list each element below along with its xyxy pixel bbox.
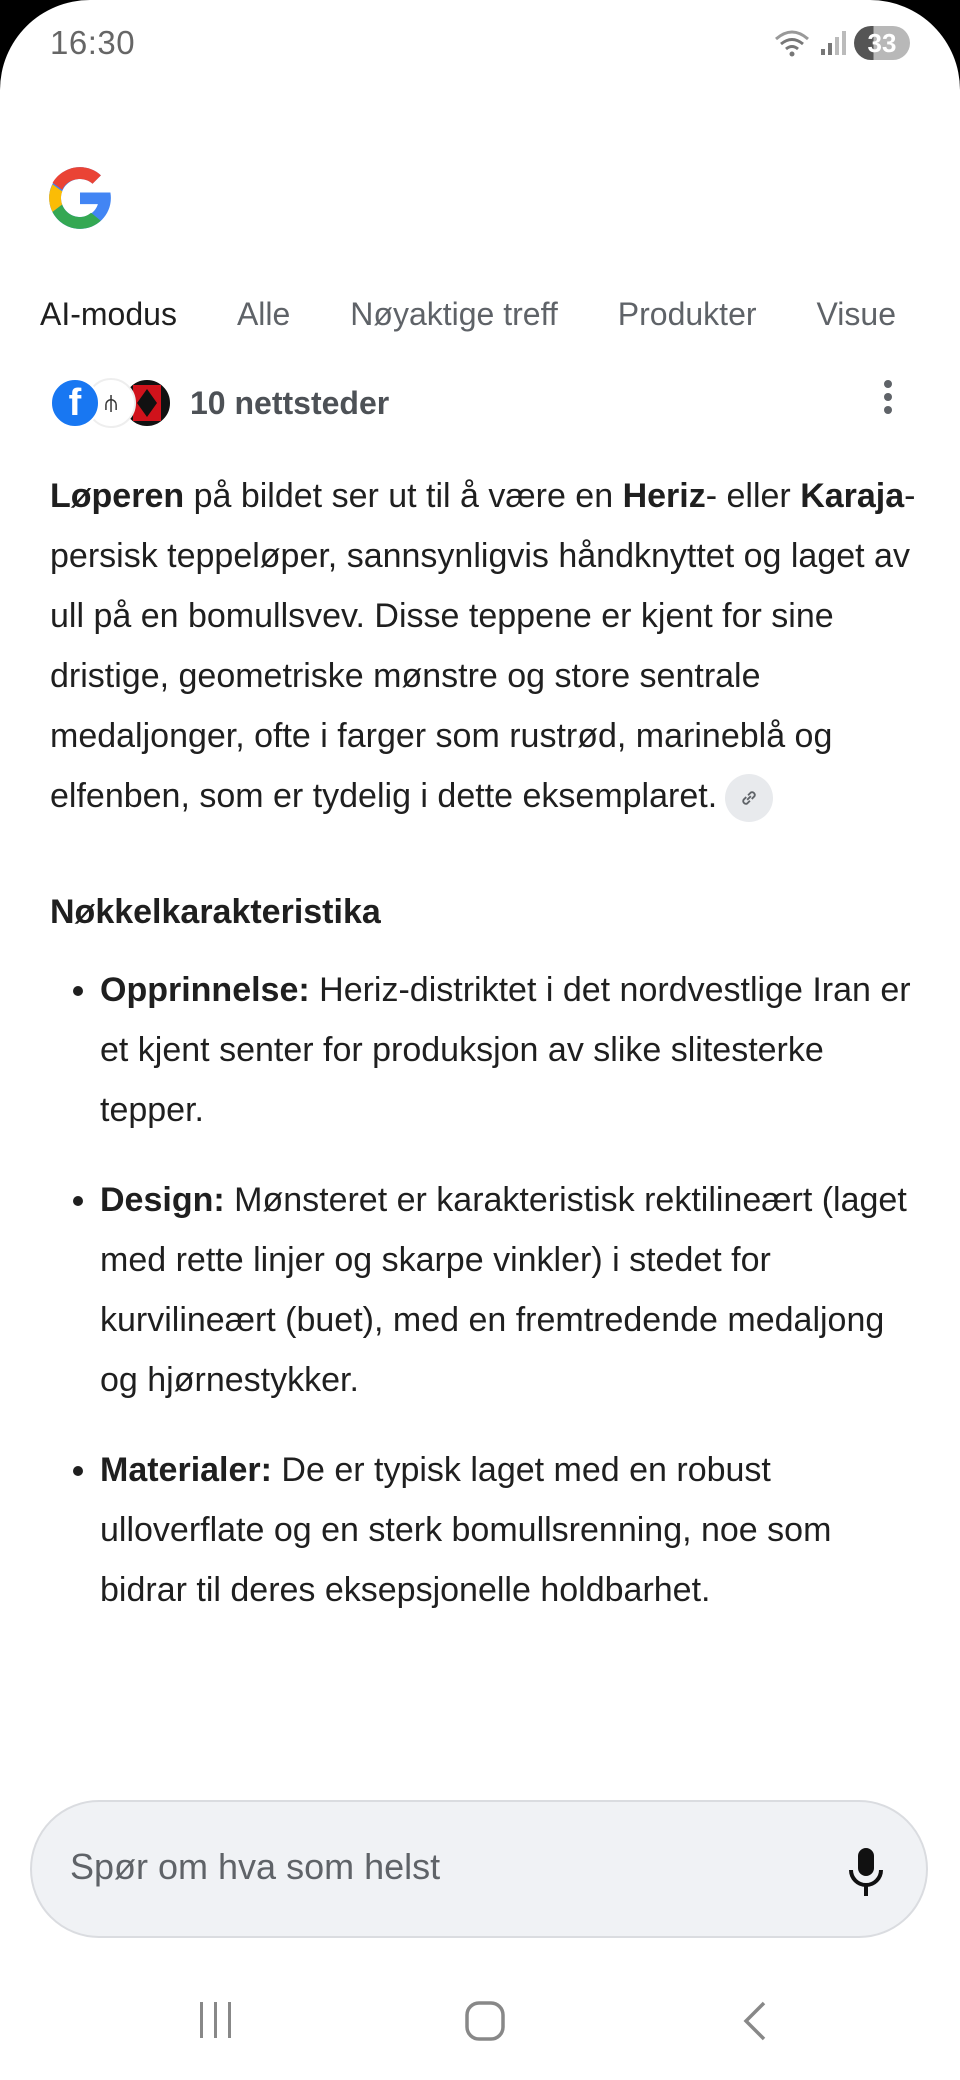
google-logo[interactable] — [42, 160, 118, 236]
list-item: • Opprinnelse: Heriz-distriktet i det nordvestlige Iran er et kjent senter for produksjon av slike slitesterke tepper. — [100, 960, 920, 1140]
characteristics-list — [50, 960, 920, 1620]
home-icon[interactable] — [464, 2000, 506, 2042]
system-nav-bar — [0, 1980, 960, 2080]
tab-alle[interactable]: Alle — [236, 296, 291, 332]
wifi-icon — [772, 27, 812, 59]
search-input[interactable] — [30, 1800, 928, 1938]
tab-visuelle[interactable]: Visue — [816, 296, 896, 332]
link-icon[interactable] — [725, 774, 773, 822]
battery-indicator: 33 — [854, 26, 910, 60]
intro-paragraph: Løperen på bildet ser ut til å være en Heriz- eller Karaja-persisk teppeløper, sannsynligvis håndknyttet og laget av ull på en bomullsvev. Disse teppene er kjent for sine dristige, geometriske mønstre og store sentrale medaljonger, ofte i farger som rustrød, marineblå og elfenben, som er tydelig i dette eksemplaret. — [50, 466, 920, 826]
microphone-icon[interactable] — [846, 1846, 886, 1898]
signal-icon — [820, 29, 846, 57]
list-item: • Materialer: De er typisk laget med en robust ulloverflate og en sterk bomullsrenning, noe som bidrar til deres eksepsjonelle holdbarhet. — [100, 1440, 920, 1620]
more-options-icon[interactable] — [884, 380, 894, 414]
clock: 16:30 — [50, 24, 136, 61]
sources-button[interactable] — [50, 378, 389, 428]
section-heading: Nøkkelkarakteristika — [50, 893, 381, 931]
tab-noyaktige-treff[interactable]: Nøyaktige treff — [350, 296, 558, 332]
search-tabs — [40, 296, 956, 343]
back-icon[interactable] — [740, 2000, 770, 2042]
tab-ai-modus[interactable]: AI-modus — [40, 296, 177, 332]
facebook-icon: f — [50, 378, 100, 428]
status-bar — [0, 0, 960, 90]
search-placeholder: Spør om hva som helst — [70, 1846, 441, 1887]
ai-answer — [50, 466, 920, 1650]
site-favicon-icon: ⫛ — [86, 378, 136, 428]
recent-apps-icon[interactable] — [196, 2000, 236, 2040]
sources-count: 10 nettsteder — [190, 384, 390, 421]
tab-produkter[interactable]: Produkter — [617, 296, 757, 332]
list-item: • Design: Mønsteret er karakteristisk rektilineært (laget med rette linjer og skarpe vinkler) i stedet for kurvilineært (buet), med en fremtredende medaljong og hjørnestykker. — [100, 1170, 920, 1410]
